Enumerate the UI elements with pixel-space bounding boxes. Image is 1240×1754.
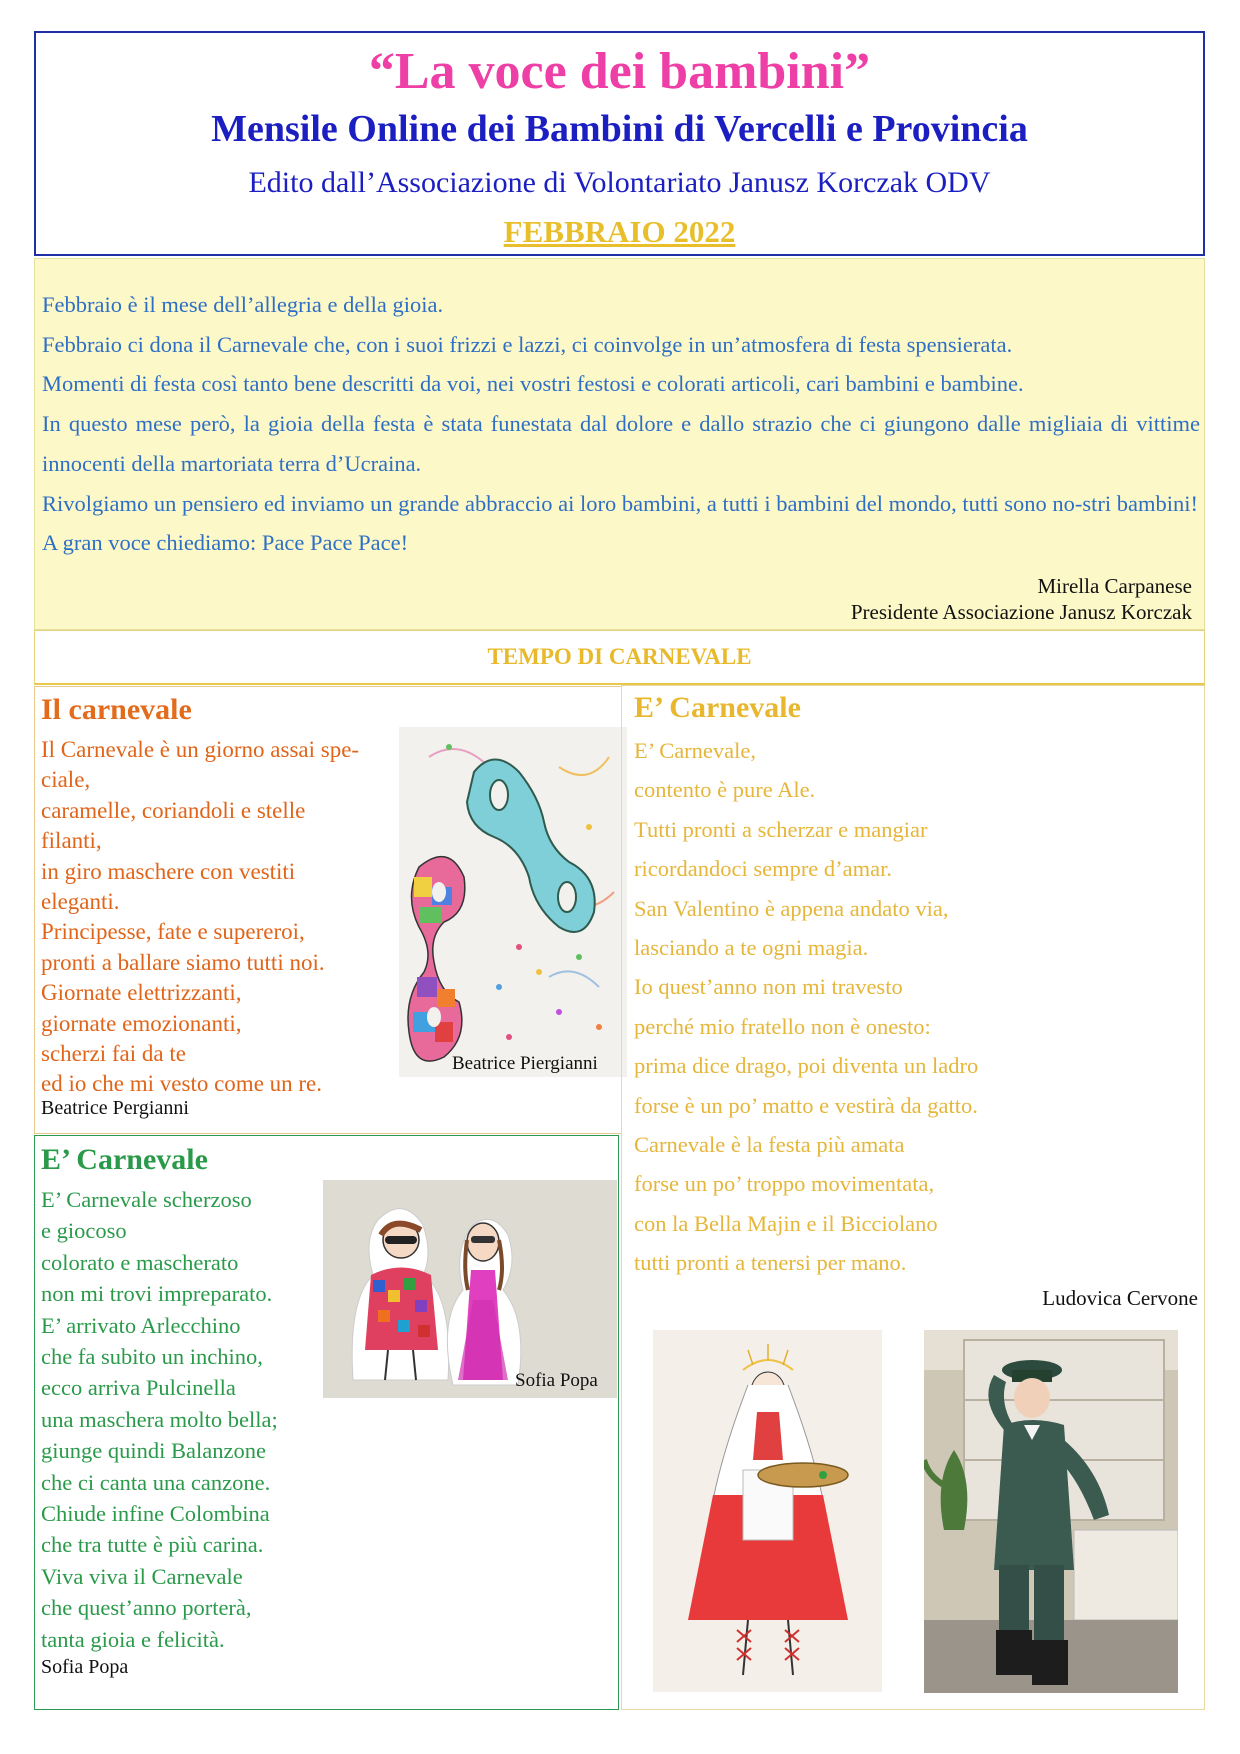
poem-line: giornate emozionanti, — [41, 1010, 242, 1036]
poem-line: forse un po’ troppo movimentata, — [634, 1171, 935, 1197]
drawing-caption: Sofia Popa — [515, 1370, 598, 1391]
editorial-paragraph: A gran voce chiediamo: Pace Pace Pace! — [42, 530, 409, 556]
masks-drawing — [399, 727, 627, 1077]
poem-line: che ci canta una canzone. — [41, 1469, 271, 1495]
poem-line: ricordandoci sempre d’amar. — [634, 856, 893, 882]
poem-line: E’ Carnevale, — [634, 738, 757, 763]
costume-photo — [924, 1330, 1178, 1693]
editorial-paragraph: Febbraio è il mese dell’allegria e della gioia. — [42, 292, 444, 317]
poem-line: che tra tutte è più carina. — [41, 1532, 264, 1558]
poem-line: Io quest’anno non mi travesto — [634, 974, 903, 1000]
poem-line: Il Carnevale è un giorno assai spe- — [41, 737, 360, 762]
editorial-signature — [851, 573, 1192, 625]
poem-line: Giornate elettrizzanti, — [41, 980, 242, 1006]
poem-line: E’ Carnevale scherzoso — [41, 1187, 252, 1212]
poem-line: perché mio fratello non è onesto: — [634, 1013, 931, 1039]
poem-line: scherzi fai da te — [41, 1041, 186, 1067]
poem-line: tanta gioia e felicità. — [41, 1626, 225, 1652]
signature-role: Presidente Associazione Janusz Korczak — [850, 600, 1192, 624]
poem-line: prima dice drago, poi diventa un ladro — [634, 1053, 979, 1079]
poem-line: in giro maschere con vestiti — [41, 858, 296, 884]
poem-author: Beatrice Pergianni — [41, 1097, 189, 1119]
poem-line: E’ arrivato Arlecchino — [41, 1312, 241, 1338]
poem-line: Tutti pronti a scherzar e mangiar — [634, 816, 928, 842]
poem-title: E’ Carnevale — [634, 691, 801, 724]
publisher-line: Edito dall’Associazione di Volontariato Janusz Korczak ODV — [248, 166, 991, 199]
poem-line: contento è pure Ale. — [634, 777, 816, 803]
poem-line: ciale, — [41, 767, 91, 793]
section-header — [34, 630, 1205, 685]
poem-line: non mi trovi impreparato. — [41, 1281, 273, 1307]
editorial-box — [34, 258, 1205, 630]
poem-line: eleganti. — [41, 889, 120, 915]
editorial-paragraph: Momenti di festa così tanto bene descritti da voi, nei vostri festosi e colorati articoli, cari bambini e bambine. — [42, 371, 1024, 397]
poem-line: con la Bella Majin e il Bicciolano — [634, 1210, 938, 1236]
poem-line: caramelle, coriandoli e stelle — [41, 797, 306, 823]
poem-line: ed io che mi vesto come un re. — [41, 1071, 323, 1097]
newsletter-title: “La voce dei bambini” — [368, 43, 871, 100]
poem-line: Carnevale è la festa più amata — [634, 1132, 905, 1158]
poem-author: Sofia Popa — [41, 1656, 129, 1678]
poem-line: una maschera molto bella; — [41, 1406, 278, 1432]
poem-line: che quest’anno porterà, — [41, 1595, 252, 1621]
poem-line: lasciando a te ogni magia. — [634, 935, 869, 961]
poem-title: Il carnevale — [41, 693, 192, 726]
newsletter-subtitle: Mensile Online dei Bambini di Vercelli e Provincia — [211, 108, 1028, 150]
drawing-caption: Beatrice Piergianni — [452, 1053, 598, 1074]
poem-line: colorato e mascherato — [41, 1249, 239, 1275]
poem-line: che fa subito un inchino, — [41, 1344, 263, 1370]
editorial-paragraph: In questo mese però, la gioia della festa è stata funestata dal dolore e dallo strazio che ci giungono dalle migliaia di vittime innocenti della martoriata terra d’Ucraina. — [42, 411, 1200, 476]
poem-line: filanti, — [41, 828, 102, 854]
masthead — [34, 31, 1205, 256]
poem-line: Principesse, fate e supereroi, — [41, 919, 305, 945]
editorial-paragraph: Rivolgiamo un pensiero ed inviamo un grande abbraccio ai loro bambini, a tutti i bambini del mondo, tutti sono no-stri bambini! — [42, 490, 1199, 516]
poem-line: pronti a ballare siamo tutti noi. — [41, 949, 325, 975]
poem-title: E’ Carnevale — [41, 1143, 208, 1176]
bella-majin-drawing — [653, 1330, 882, 1692]
poem-body — [634, 731, 1194, 1283]
editorial-paragraph: Febbraio ci dona il Carnevale che, con i suoi frizzi e lazzi, ci coinvolge in un’atmosfera di festa spensierata. — [42, 331, 1013, 357]
poem-line: giunge quindi Balanzone — [41, 1438, 266, 1464]
signature-name: Mirella Carpanese — [1037, 574, 1192, 598]
issue-month: FEBBRAIO 2022 — [503, 214, 736, 249]
poem-line: forse è un po’ matto e vestirà da gatto. — [634, 1092, 978, 1118]
poem-line: e giocoso — [41, 1218, 127, 1244]
editorial-text — [42, 285, 1200, 563]
poem-line: ecco arriva Pulcinella — [41, 1375, 236, 1401]
costume-couple-drawing — [323, 1180, 617, 1398]
poem-line: Chiude infine Colombina — [41, 1501, 270, 1527]
poem-line: San Valentino è appena andato via, — [634, 895, 949, 921]
poem-body — [41, 1184, 321, 1655]
poem-line: Viva viva il Carnevale — [41, 1563, 243, 1589]
section-title: TEMPO DI CARNEVALE — [487, 644, 752, 669]
poem-author: Ludovica Cervone — [1042, 1286, 1198, 1310]
poem-body — [41, 735, 401, 1100]
poem-line: tutti pronti a tenersi per mano. — [634, 1250, 907, 1276]
